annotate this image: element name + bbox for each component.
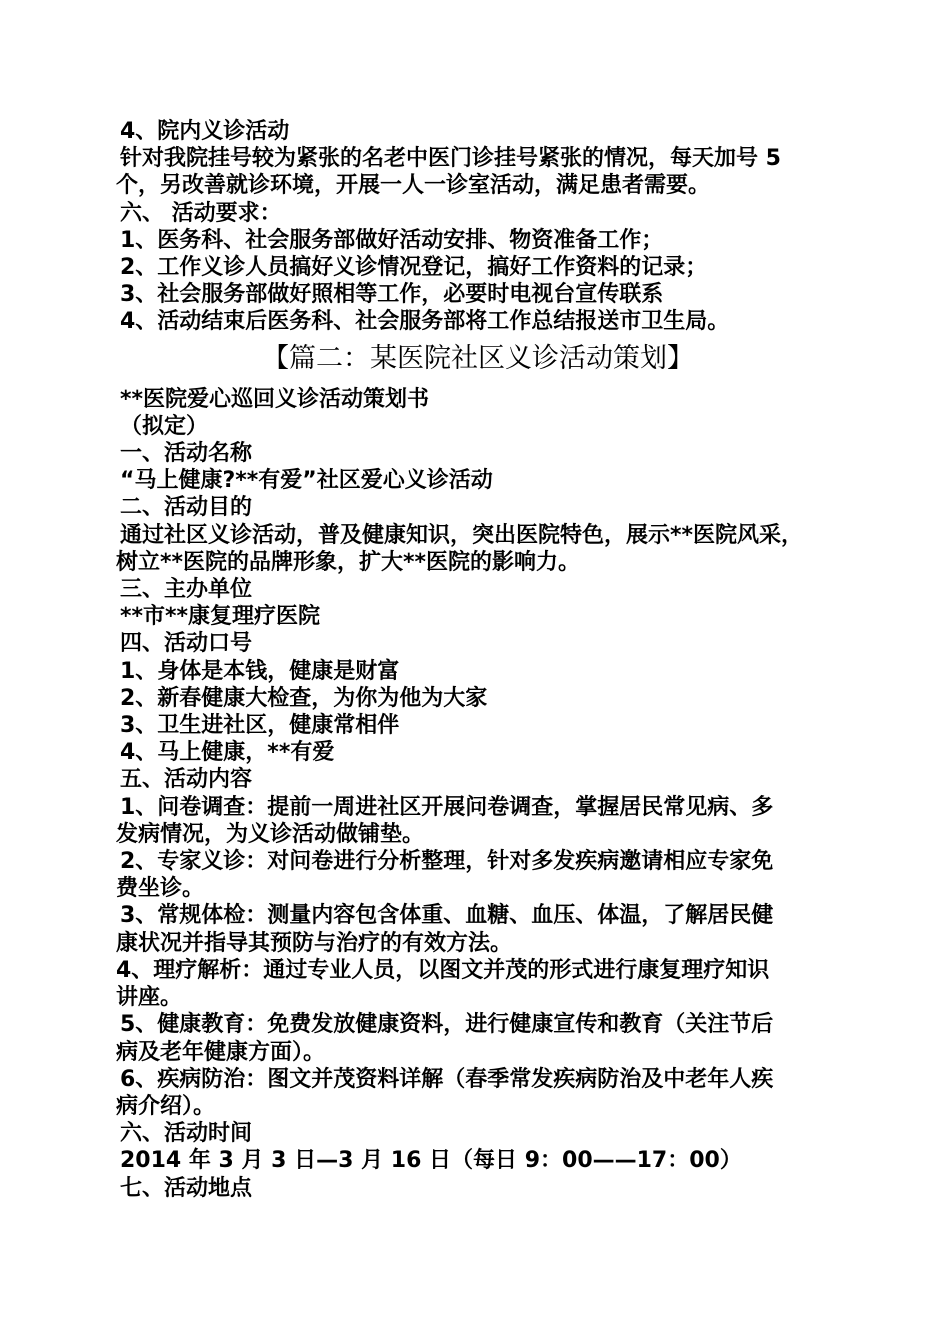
list-item: 1、身体是本钱，健康是财富 (120, 658, 400, 684)
text-line: “马上健康?**有爱”社区爱心义诊活动 (120, 468, 493, 494)
text-line: 个，另改善就诊环境，开展一人一诊室活动，满足患者需要。 (116, 173, 711, 199)
text-line: 1、医务科、社会服务部做好活动安排、物资准备工作； (120, 227, 664, 253)
section-heading: 七、活动地点 (120, 1175, 253, 1201)
text-line: 六、 活动要求： (120, 200, 282, 226)
section-heading: 六、活动时间 (120, 1121, 253, 1147)
list-item: 5、健康教育：免费发放健康资料，进行健康宣传和教育（关注节后 (120, 1012, 774, 1038)
text-line: 讲座。 (116, 985, 183, 1011)
chapter-heading: 【篇二：某医院社区义诊活动策划】 (262, 342, 694, 374)
list-item: 1、问卷调查：提前一周进社区开展问卷调查，掌握居民常见病、多 (120, 794, 774, 820)
text-line: 4、活动结束后医务科、社会服务部将工作总结报送市卫生局。 (120, 309, 730, 335)
list-item: 2、专家义诊：对问卷进行分析整理，针对多发疾病邀请相应专家免 (120, 849, 774, 875)
list-item: 4、理疗解析：通过专业人员，以图文并茂的形式进行康复理疗知识 (116, 957, 770, 983)
list-item: 2、新春健康大检查，为你为他为大家 (120, 685, 488, 711)
section-heading: 五、活动内容 (120, 767, 253, 793)
section-heading: 三、主办单位 (120, 577, 253, 603)
draft-note: （拟定） (120, 413, 209, 439)
text-line: 病及老年健康方面）。 (116, 1039, 326, 1065)
list-item: 3、常规体检：测量内容包含体重、血糖、血压、体温，了解居民健 (120, 903, 774, 929)
text-line: 3、社会服务部做好照相等工作，必要时电视台宣传联系 (120, 282, 664, 308)
section-heading: 四、活动口号 (120, 631, 253, 657)
section-a (116, 118, 840, 336)
section-b (116, 386, 840, 1202)
text-line: 2014 年 3 月 3 日—3 月 16 日（每日 9：00——17：00） (120, 1148, 742, 1174)
list-item: 6、疾病防治：图文并茂资料详解（春季常发疾病防治及中老年人疾 (120, 1066, 774, 1092)
section-heading: 二、活动目的 (120, 495, 253, 521)
section-heading: 一、活动名称 (120, 441, 253, 467)
text-line: 康状况并指导其预防与治疗的有效方法。 (116, 930, 513, 956)
text-line: 费坐诊。 (116, 876, 205, 902)
text-line: 2、工作义诊人员搞好义诊情况登记，搞好工作资料的记录； (120, 255, 708, 281)
text-line: 发病情况，为义诊活动做铺垫。 (116, 821, 425, 847)
text-line: 通过社区义诊活动，普及健康知识，突出医院特色，展示**医院风采， (120, 522, 804, 548)
text-line: 树立**医院的品牌形象，扩大**医院的影响力。 (116, 549, 581, 575)
document-title: **医院爱心巡回义诊活动策划书 (120, 386, 430, 412)
text-line: 针对我院挂号较为紧张的名老中医门诊挂号紧张的情况，每天加号 5 (120, 146, 781, 172)
list-item: 4、马上健康，**有爱 (120, 740, 335, 766)
text-line: 4、院内义诊活动 (120, 119, 290, 144)
text-line: **市**康复理疗医院 (120, 604, 321, 630)
text-line: 病介绍）。 (116, 1093, 216, 1119)
list-item: 3、卫生进社区，健康常相伴 (120, 713, 400, 739)
